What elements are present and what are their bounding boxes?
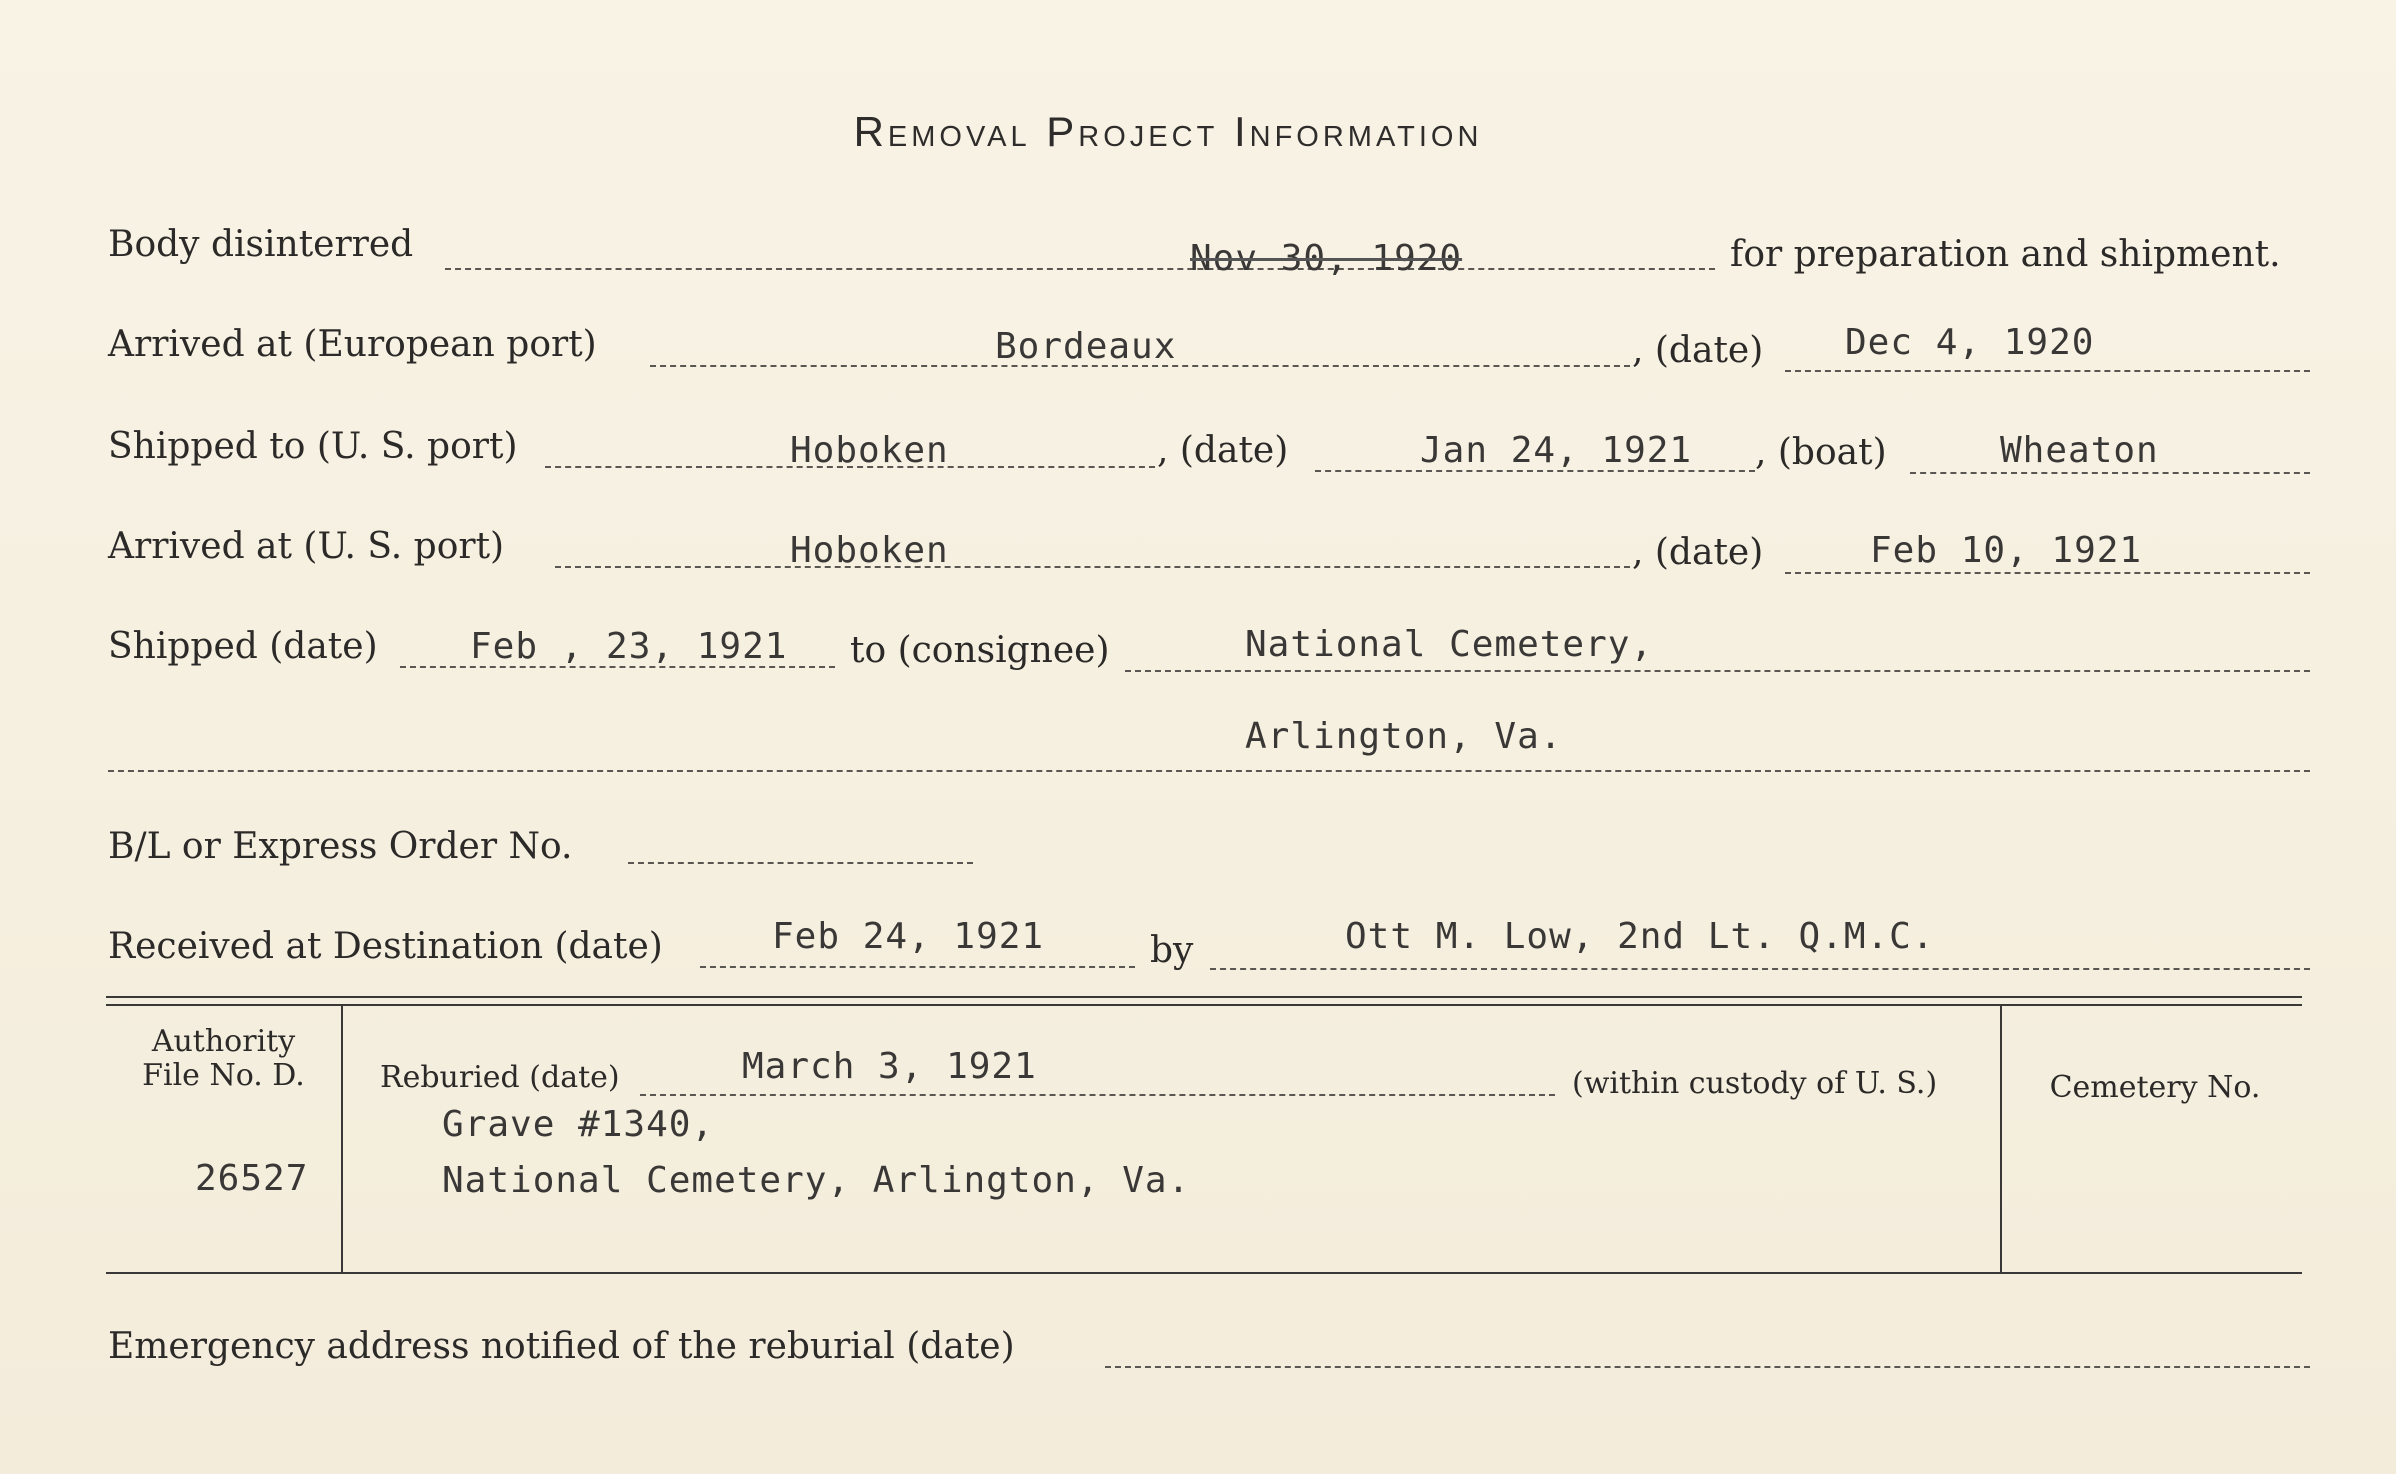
received-by-value: Ott M. Low, 2nd Lt. Q.M.C. — [1345, 916, 1935, 957]
reburied-value: March 3, 1921 — [742, 1046, 1037, 1087]
us-port-arrived-line — [555, 566, 1630, 568]
boat-line — [1910, 472, 2310, 474]
consignee-value-2: Arlington, Va. — [1245, 716, 1563, 757]
body-disinterred-label: Body disinterred — [108, 224, 414, 265]
boat-label: , (boat) — [1755, 432, 1887, 473]
european-date-value: Dec 4, 1920 — [1845, 322, 2095, 363]
reburied-line — [640, 1094, 1555, 1096]
shipped-value: Feb , 23, 1921 — [470, 626, 788, 667]
emergency-address-label: Emergency address notified of the reburial (date) — [108, 1326, 1015, 1367]
emergency-address-line — [1105, 1366, 2310, 1368]
grave-location-value: National Cemetery, Arlington, Va. — [442, 1160, 1191, 1201]
shipped-date-value: Jan 24, 1921 — [1420, 430, 1693, 471]
received-destination-label: Received at Destination (date) — [108, 926, 663, 967]
reburied-label: Reburied (date) — [380, 1060, 620, 1095]
grave-number-value: Grave #1340, — [442, 1104, 715, 1145]
received-destination-line — [700, 966, 1135, 968]
preparation-shipment-label: for preparation and shipment. — [1730, 234, 2281, 275]
us-port-arrived-value: Hoboken — [790, 530, 949, 571]
box-top-rule-2 — [106, 1004, 2302, 1006]
card-title: Removal Project Information — [853, 108, 1483, 155]
authority-label: Authority — [151, 1024, 296, 1059]
consignee-label: to (consignee) — [850, 630, 1110, 671]
received-by-line — [1210, 968, 2310, 970]
european-port-label: Arrived at (European port) — [108, 324, 597, 365]
file-number-value: 26527 — [195, 1158, 309, 1199]
box-top-rule-1 — [106, 996, 2302, 998]
bl-order-line — [628, 862, 973, 864]
shipped-date-label: , (date) — [1157, 430, 1289, 471]
shipped-label: Shipped (date) — [108, 626, 378, 667]
file-number-label: File No. D. — [142, 1058, 305, 1093]
consignee-line — [1125, 670, 2310, 672]
cemetery-number-label: Cemetery No. — [2049, 1070, 2261, 1105]
box-divider-left — [341, 1004, 343, 1272]
received-by-label: by — [1150, 930, 1194, 971]
received-destination-value: Feb 24, 1921 — [772, 916, 1045, 957]
box-divider-right — [2000, 1004, 2002, 1272]
custody-label: (within custody of U. S.) — [1572, 1066, 1938, 1101]
boat-value: Wheaton — [2000, 430, 2159, 471]
european-date-line — [1785, 370, 2310, 372]
arrived-date-line — [1785, 572, 2310, 574]
bl-order-label: B/L or Express Order No. — [108, 826, 573, 867]
us-port-shipped-value: Hoboken — [790, 430, 949, 471]
us-port-shipped-label: Shipped to (U. S. port) — [108, 426, 518, 467]
arrived-date-label: , (date) — [1632, 532, 1764, 573]
arrived-date-value: Feb 10, 1921 — [1870, 530, 2143, 571]
body-disinterred-value: Nov 30, 1920 — [1190, 238, 1463, 279]
european-port-value: Bordeaux — [995, 326, 1177, 367]
consignee-value: National Cemetery, — [1245, 624, 1654, 665]
european-date-label: , (date) — [1632, 330, 1764, 371]
body-disinterred-line — [445, 268, 1715, 270]
box-bottom-rule — [106, 1272, 2302, 1274]
consignee-line-2 — [108, 770, 2310, 772]
us-port-arrived-label: Arrived at (U. S. port) — [108, 526, 505, 567]
